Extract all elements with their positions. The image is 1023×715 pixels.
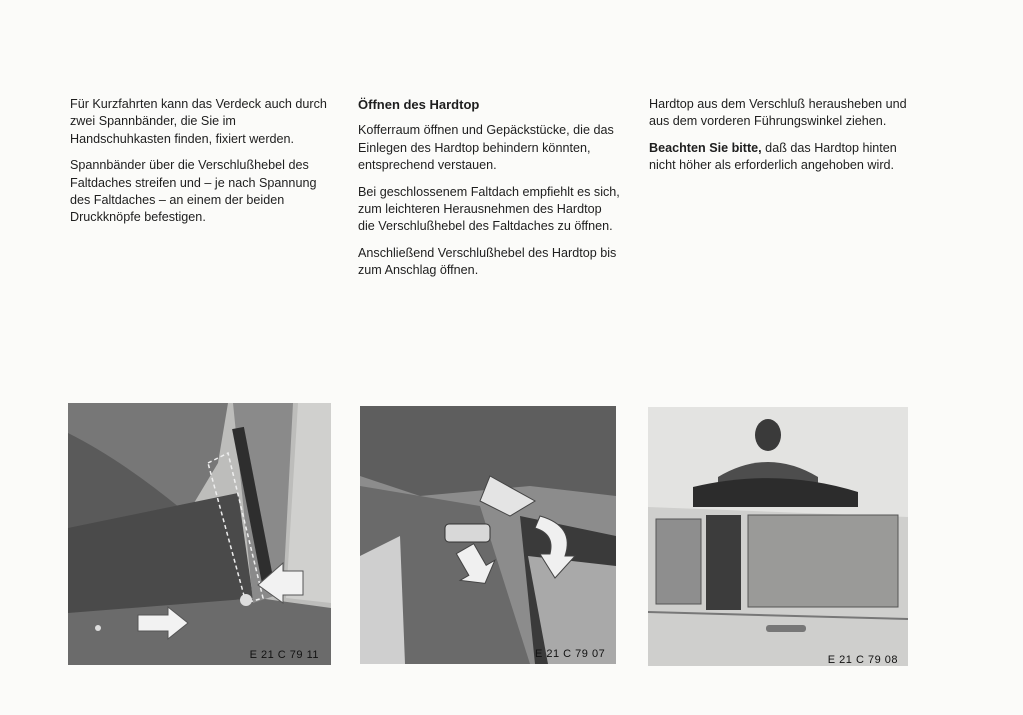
photo-hardtop-lever — [360, 406, 616, 664]
figure-code-2: E 21 C 79 07 — [535, 648, 606, 660]
figure-hardtop-lever — [360, 406, 616, 664]
figure-code-3: E 21 C 79 08 — [827, 654, 898, 666]
figure-soft-top-latch — [68, 403, 331, 665]
photo-soft-top-latch — [68, 403, 331, 665]
section-heading: Öffnen des Hardtop — [358, 97, 480, 112]
text-column-3 — [649, 96, 911, 184]
text-column-2 — [358, 96, 620, 289]
paragraph-closed-top: Bei geschlossenem Faltdach empfiehlt es sich, zum leichteren Herausnehmen des Hardtop die Verschlußhebel des Faltdaches zu öffnen. — [358, 184, 620, 234]
note-label: Beachten Sie bitte, — [649, 140, 762, 155]
photo-lifting-hardtop — [648, 407, 908, 666]
paragraph-note — [649, 140, 911, 175]
paragraph-locking-lever: Anschließend Verschlußhebel des Hardtop bis zum Anschlag öffnen. — [358, 245, 617, 278]
figure-code-1: E 21 C 79 11 — [249, 649, 319, 661]
paragraph-lift-hardtop: Hardtop aus dem Verschluß herausheben und aus dem vorderen Führungswinkel ziehen. — [649, 97, 907, 129]
paragraph-trunk: Kofferraum öffnen und Gepäckstücke, die das Einlegen des Hardtop behindern könnten, entsprechend verstauen. — [358, 123, 614, 173]
note-text: daß das Hardtop hinten nicht höher als erforderlich angehoben wird. — [649, 140, 897, 173]
paragraph-short-trips: Für Kurzfahrten kann das Verdeck auch durch zwei Spannbänder, die Sie im Handschuhkasten finden, fixiert werden. — [70, 97, 327, 146]
figure-lifting-hardtop — [648, 407, 908, 666]
paragraph-tension-straps: Spannbänder über die Verschlußhebel des Faltdaches streifen und – je nach Spannung des Faltdaches – an einem der beiden Druckknöpfe befestigen. — [70, 158, 317, 225]
text-column-1 — [70, 96, 332, 236]
